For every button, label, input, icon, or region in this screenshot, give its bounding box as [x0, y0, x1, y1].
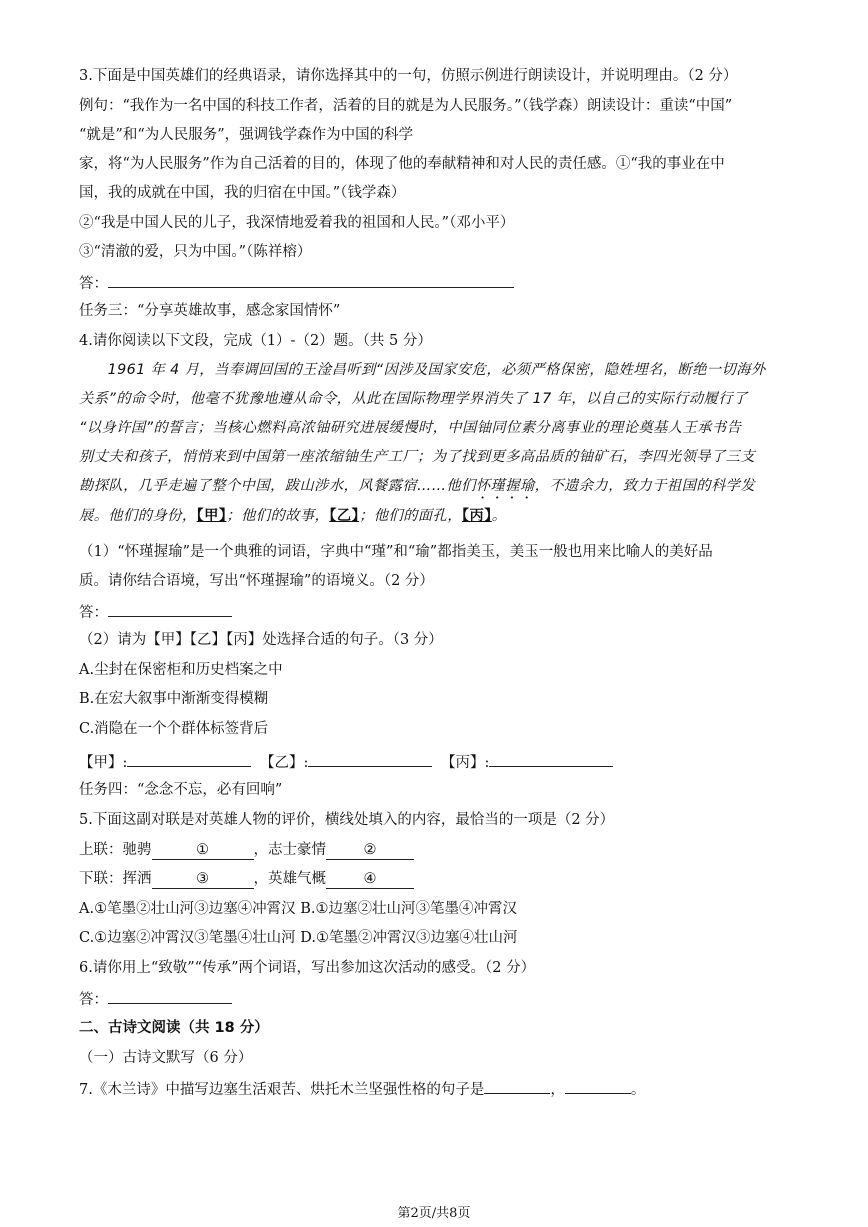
couplet-upper-label: 上联：驰骋 [79, 842, 152, 858]
q3-answer-label: 答： [79, 276, 108, 292]
passage-line-4: 别丈夫和孩子，悄悄来到中国第一座浓缩铀生产工厂；为了找到更多高品质的铀矿石，李四光领导了三支 [79, 449, 756, 465]
q6-answer-line[interactable] [108, 988, 232, 1004]
passage-line-6-end: 。 [491, 508, 507, 524]
q7-text: 7.《木兰诗》中描写边塞生活艰苦、烘托木兰坚强性格的句子是 [79, 1082, 485, 1098]
couplet-lower [79, 869, 414, 889]
blank-bing-line[interactable] [489, 751, 613, 767]
couplet-lower-blank-2: ④ [326, 870, 414, 889]
blank-jia-line[interactable] [127, 751, 251, 767]
q7-end: 。 [630, 1082, 646, 1098]
task3-heading: 任务三：“分享英雄故事，感念家国情怀” [79, 303, 341, 319]
couplet-upper-mid: ，志士豪情 [253, 842, 326, 858]
passage-line-6-part-2: ；他们的故事， [226, 508, 330, 524]
blank-yi-label: 【乙】: [260, 755, 309, 771]
passage-line-6 [79, 502, 795, 531]
section2-title: 二、古诗文阅读（共 18 分） [79, 1020, 269, 1036]
couplet-upper-blank-2: ② [326, 841, 414, 860]
couplet-upper-blank-1: ① [152, 841, 254, 860]
q3-title: 3.下面是中国英雄们的经典语录，请你选择其中的一句，仿照示例进行朗读设计，并说明理由。（2 分） [79, 68, 738, 84]
q7-blank-1[interactable] [484, 1078, 550, 1094]
option-b: B.在宏大叙事中渐渐变得模糊 [79, 691, 269, 707]
q3-quote-2: ②“我是中国人民的儿子，我深情地爱着我的祖国和人民。”（邓小平） [79, 215, 515, 231]
q7-sep: ， [550, 1082, 565, 1098]
q4-passage [79, 356, 795, 531]
couplet-lower-blank-1: ③ [152, 870, 254, 889]
task4-heading: 任务四：“念念不忘，必有回响” [79, 782, 283, 798]
page-footer: 第2页/共8页 [397, 1206, 471, 1221]
couplet-lower-mid: ，英雄气概 [253, 871, 326, 887]
q4-title: 4.请你阅读以下文段，完成（1）-（2）题。（共 5 分） [79, 333, 432, 349]
q6-title: 6.请你用上“致敬”“传承”两个词语，写出参加这次活动的感受。（2 分） [79, 960, 536, 976]
option-a: A.尘封在保密柜和历史档案之中 [79, 662, 283, 678]
mark-bing: 【丙】 [461, 508, 492, 524]
blank-bing-label: 【丙】: [441, 755, 490, 771]
q4-blanks-row [79, 751, 617, 773]
q3-example-line-2: “就是”和“为人民服务”，强调钱学森作为中国的科学 [79, 127, 414, 143]
passage-line-5 [79, 472, 795, 502]
q3-example-line-1: 例句：“我作为一名中国的科技工作者，活着的目的就是为人民服务。”（钱学森）朗读设计：重读“中国” [79, 98, 733, 114]
couplet-lower-label: 下联：挥洒 [79, 871, 152, 887]
mark-jia: 【甲】 [196, 508, 227, 524]
q3-example-line-3: 家，将“为人民服务”作为自己活着的目的，体现了他的奉献精神和对人民的责任感。①“我的事业在中 [79, 156, 725, 172]
q4-sub1-line-1: （1）“怀瑾握瑜”是一个典雅的词语，字典中“瑾”和“瑜”都指美玉，美玉一般也用来比喻人的美好品 [79, 544, 713, 560]
q3-example-line-4: 国，我的成就在中国，我的归宿在中国。”（钱学森） [79, 185, 406, 201]
q7-blank-2[interactable] [565, 1078, 631, 1094]
q6-answer-row [79, 988, 232, 1010]
passage-line-5-end: ，不遗余力，致力于祖国的科学发 [534, 478, 756, 494]
passage-line-1: 1961 年 4 月，当奉调回国的王淦昌听到“因涉及国家安危，必须严格保密，隐姓埋名，断绝一切海外 [107, 362, 766, 378]
q4-sub2: （2）请为【甲】【乙】【丙】处选择合适的句子。（3 分） [79, 632, 443, 648]
option-c: C.消隐在一个个群体标签背后 [79, 721, 269, 737]
q3-answer-row [79, 272, 514, 294]
section2-sub: （一）古诗文默写（6 分） [79, 1050, 253, 1066]
q3-answer-line[interactable] [108, 272, 514, 288]
mark-yi: 【乙】 [329, 508, 360, 524]
highlighted-idiom: 怀瑾握瑜 [475, 478, 535, 494]
passage-line-5-start: 勘探队，几乎走遍了整个中国，跋山涉水，风餐露宿……他们 [79, 478, 476, 494]
blank-yi-line[interactable] [308, 751, 432, 767]
passage-line-6-part-3: ；他们的面孔， [359, 508, 462, 524]
q5-title: 5.下面这副对联是对英雄人物的评价，横线处填入的内容，最恰当的一项是（2 分） [79, 812, 615, 828]
q3-quote-3: ③“清澈的爱，只为中国。”（陈祥榕） [79, 244, 312, 260]
couplet-upper [79, 840, 414, 860]
q4-sub1-line-2: 质。请你结合语境，写出“怀瑾握瑜”的语境义。（2 分） [79, 573, 434, 589]
q4-answer-label: 答： [79, 605, 108, 621]
passage-line-2: 关系”的命令时，他毫不犹豫地遵从命令，从此在国际物理学界消失了 17 年，以自己的实际行动履行了 [79, 391, 748, 407]
q5-choices-cd: C.①边塞②冲霄汉③笔墨④壮山河 D.①笔墨②冲霄汉③边塞④壮山河 [79, 930, 518, 946]
q6-answer-label: 答： [79, 992, 108, 1008]
q5-choices-ab: A.①笔墨②壮山河③边塞④冲霄汉 B.①边塞②壮山河③笔墨④冲霄汉 [79, 901, 517, 917]
q7-row [79, 1078, 645, 1100]
passage-line-3: “以身许国”的誓言；当核心燃料高浓铀研究进展缓慢时，中国铀同位素分离事业的理论奠基人王承书告 [79, 420, 742, 436]
passage-line-6-part-1: 展。他们的身份， [79, 508, 197, 524]
q4-answer-line[interactable] [108, 601, 232, 617]
q4-answer-row [79, 601, 232, 623]
blank-jia-label: 【甲】: [79, 755, 128, 771]
